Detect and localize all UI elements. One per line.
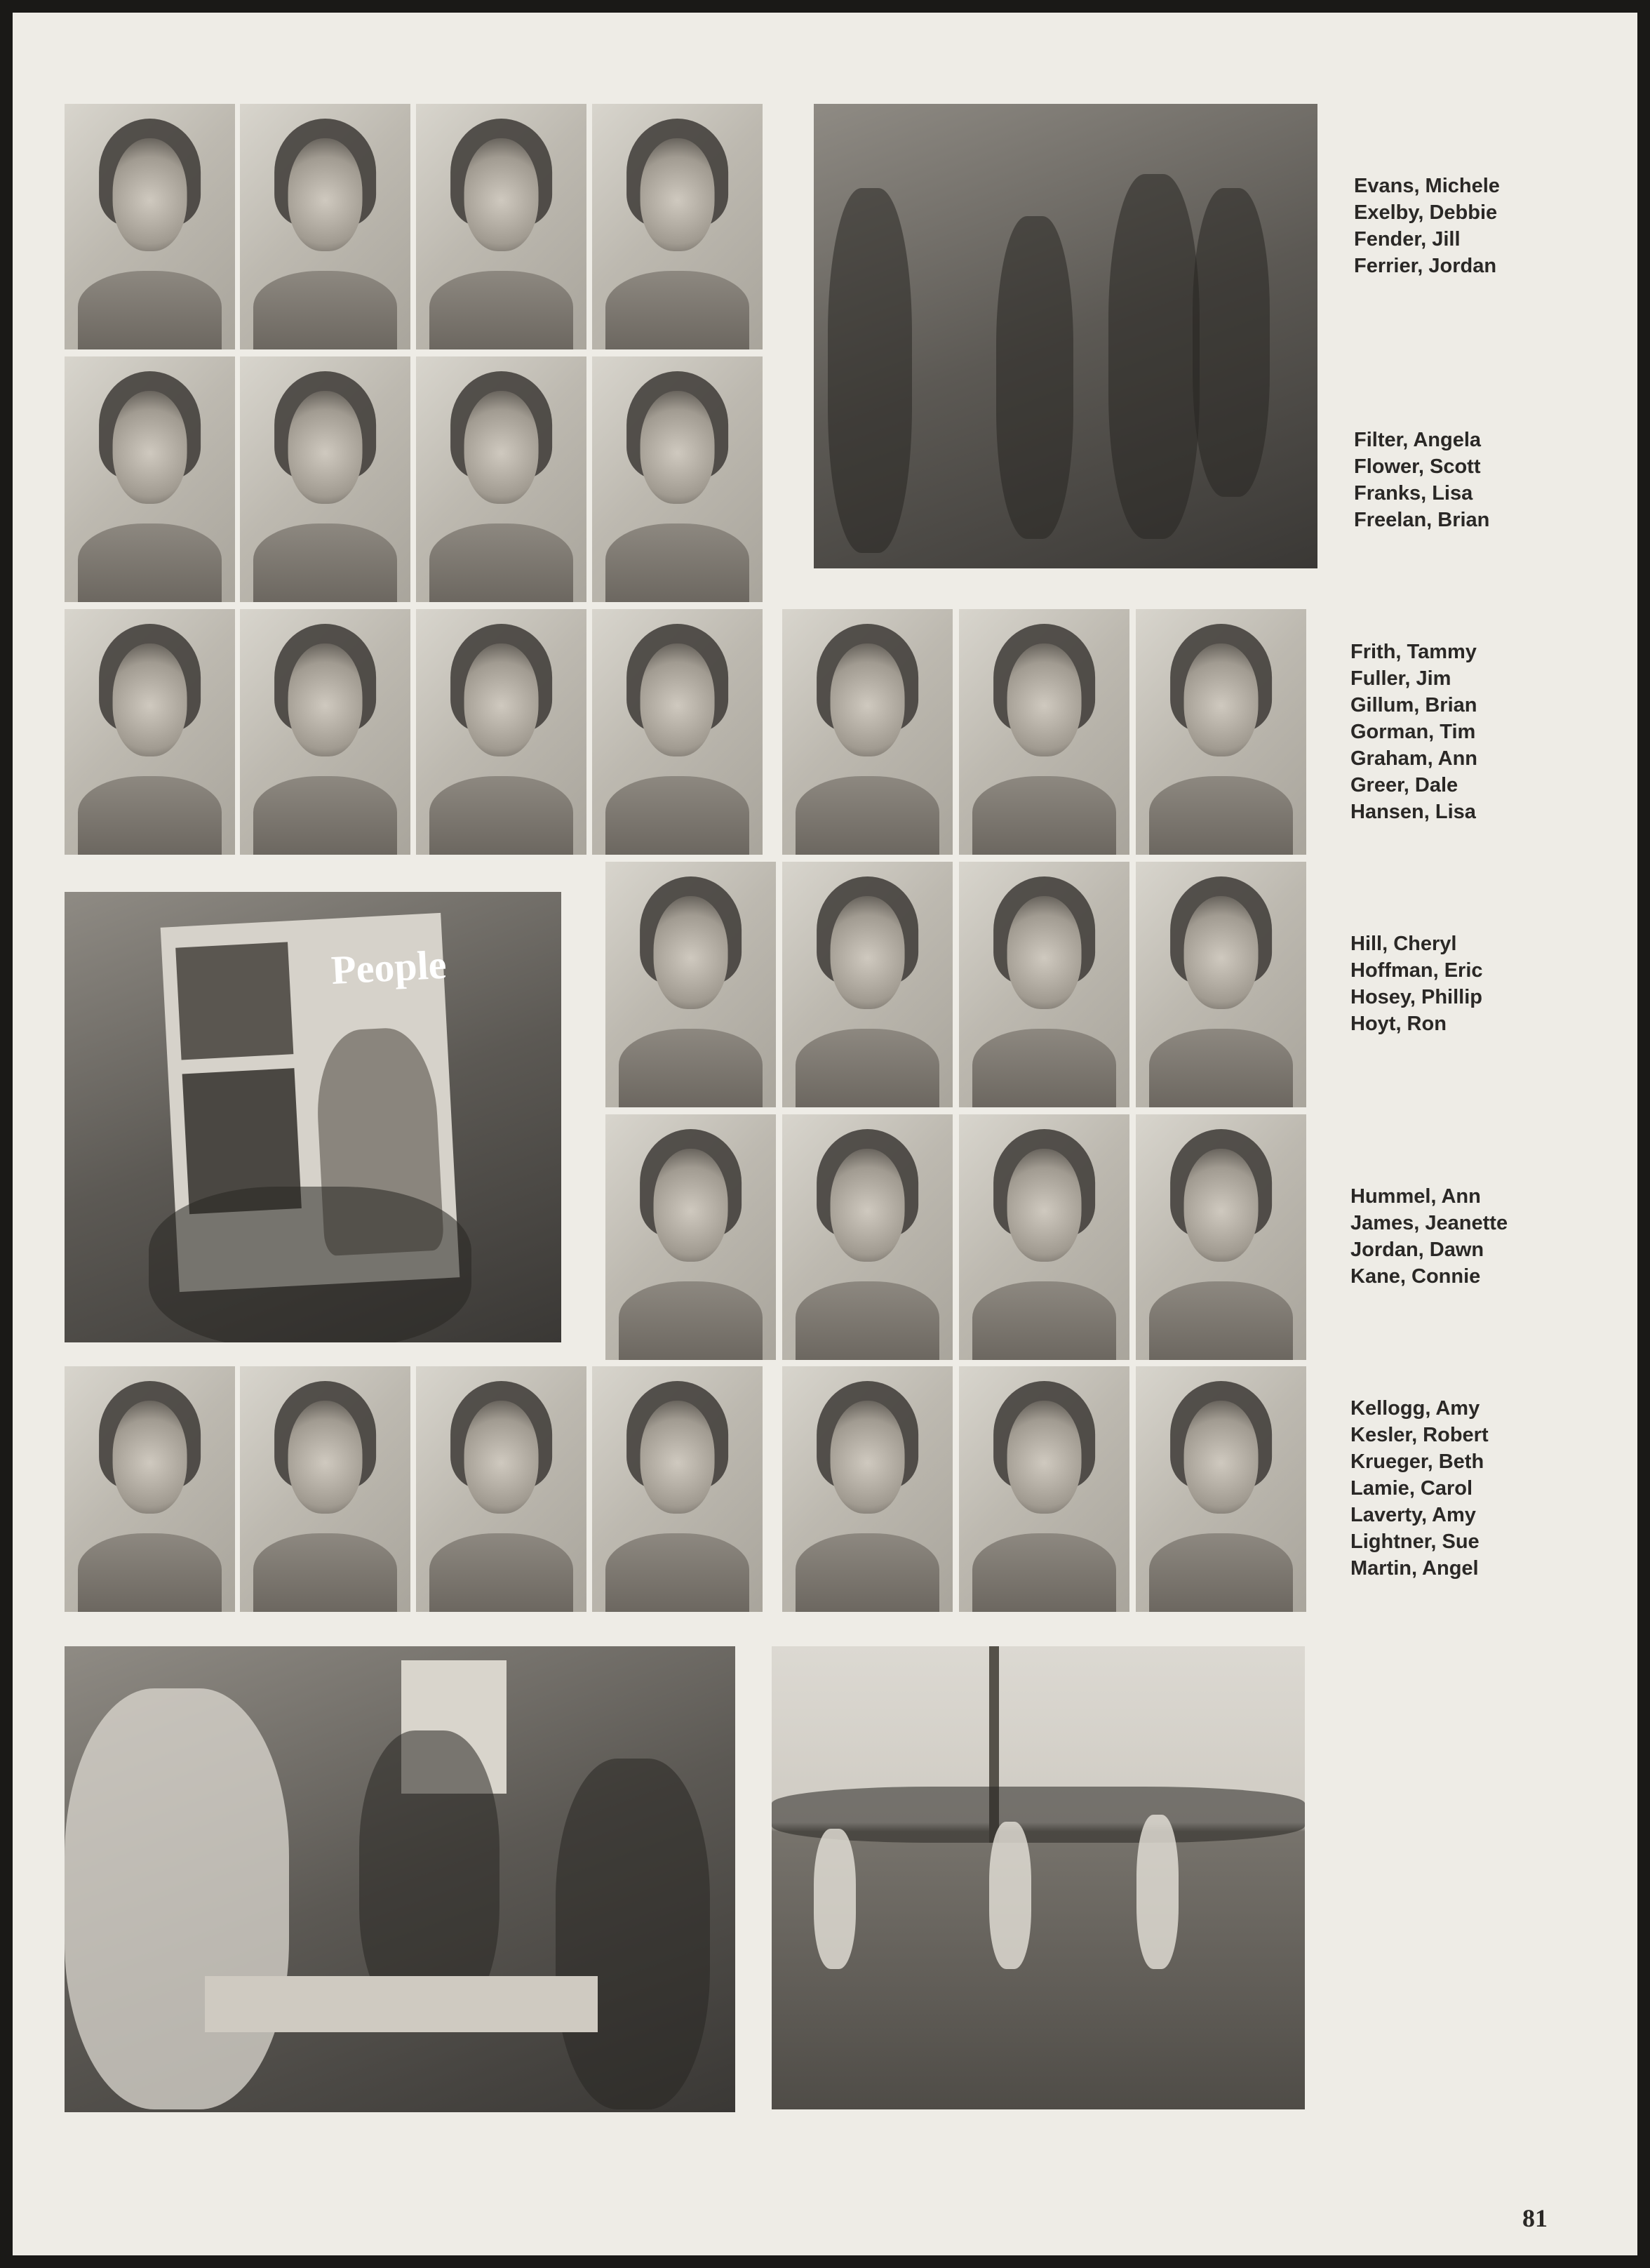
student-name: Lamie, Carol — [1350, 1477, 1473, 1500]
portrait-photo — [959, 1366, 1129, 1612]
name-group-kellogg — [1350, 1395, 1561, 1582]
portrait-photo — [65, 1366, 235, 1612]
gym-candid-photo — [814, 104, 1317, 568]
student-name: Laverty, Amy — [1350, 1504, 1476, 1526]
student-name: Fuller, Jim — [1350, 667, 1451, 690]
portrait-photo — [416, 1366, 586, 1612]
portrait-photo — [592, 104, 763, 349]
portrait-photo — [592, 609, 763, 855]
portrait-photo — [959, 1114, 1129, 1360]
portrait-photo — [240, 1366, 410, 1612]
student-name: Graham, Ann — [1350, 747, 1478, 770]
magazine-reader-photo — [65, 892, 561, 1342]
student-name: Frith, Tammy — [1350, 641, 1477, 663]
name-group-frith — [1350, 639, 1561, 825]
yearbook-page — [13, 13, 1637, 2255]
student-name: Martin, Angel — [1350, 1557, 1479, 1580]
student-name: Hansen, Lisa — [1350, 801, 1476, 823]
name-group-hill — [1350, 930, 1561, 1037]
portrait-photo — [1136, 1366, 1306, 1612]
portrait-photo — [782, 1366, 953, 1612]
portrait-photo — [605, 1114, 776, 1360]
student-name: James, Jeanette — [1350, 1212, 1508, 1234]
student-name: Lightner, Sue — [1350, 1530, 1480, 1553]
portrait-photo — [959, 609, 1129, 855]
football-field-photo — [772, 1646, 1305, 2109]
student-name: Franks, Lisa — [1354, 482, 1473, 505]
student-name: Kane, Connie — [1350, 1265, 1481, 1288]
portrait-photo — [782, 1114, 953, 1360]
portrait-photo — [240, 104, 410, 349]
portrait-photo — [1136, 1114, 1306, 1360]
portrait-photo — [65, 104, 235, 349]
student-name: Kellogg, Amy — [1350, 1397, 1480, 1420]
portrait-photo — [416, 104, 586, 349]
student-name: Flower, Scott — [1354, 455, 1481, 478]
student-name: Ferrier, Jordan — [1354, 255, 1497, 277]
magazine-cover-title: People — [330, 941, 448, 994]
student-name: Kesler, Robert — [1350, 1424, 1489, 1446]
student-name: Jordan, Dawn — [1350, 1239, 1484, 1261]
student-name: Fender, Jill — [1354, 228, 1461, 251]
student-name: Greer, Dale — [1350, 774, 1458, 796]
student-name: Gorman, Tim — [1350, 721, 1476, 743]
student-name: Hoffman, Eric — [1350, 959, 1483, 982]
portrait-photo — [782, 862, 953, 1107]
portrait-photo — [416, 609, 586, 855]
page-number: 81 — [1522, 2204, 1548, 2232]
student-name: Hill, Cheryl — [1350, 933, 1457, 955]
portrait-photo — [782, 609, 953, 855]
portrait-photo — [1136, 609, 1306, 855]
portrait-photo — [240, 609, 410, 855]
portrait-photo — [65, 356, 235, 602]
student-name: Hoyt, Ron — [1350, 1013, 1447, 1035]
student-name: Krueger, Beth — [1350, 1450, 1484, 1473]
student-name: Hummel, Ann — [1350, 1185, 1481, 1208]
student-name: Filter, Angela — [1354, 429, 1482, 451]
student-name: Evans, Michele — [1354, 175, 1500, 197]
student-name: Exelby, Debbie — [1354, 201, 1498, 224]
portrait-photo — [416, 356, 586, 602]
portrait-photo — [240, 356, 410, 602]
portrait-photo — [1136, 862, 1306, 1107]
portrait-photo — [959, 862, 1129, 1107]
portrait-photo — [592, 1366, 763, 1612]
student-name: Hosey, Phillip — [1350, 986, 1483, 1008]
name-group-evans — [1354, 173, 1564, 279]
name-group-filter — [1354, 427, 1564, 533]
portrait-photo — [592, 356, 763, 602]
student-name: Gillum, Brian — [1350, 694, 1477, 716]
portrait-photo — [65, 609, 235, 855]
student-name: Freelan, Brian — [1354, 509, 1490, 531]
classroom-candid-photo — [65, 1646, 735, 2112]
portrait-photo — [605, 862, 776, 1107]
name-group-hummel — [1350, 1183, 1561, 1290]
